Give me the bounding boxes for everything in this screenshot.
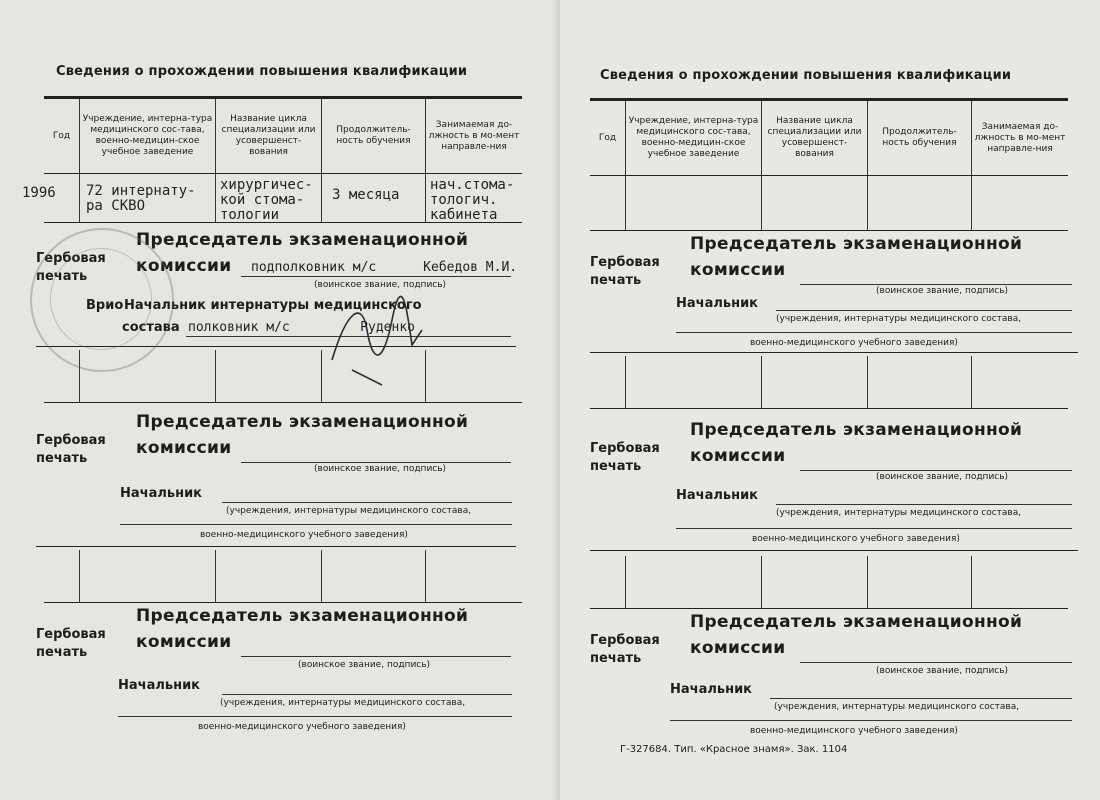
table-header	[590, 98, 1068, 176]
entry-cycle: хирургичес- кой стома- тологии	[220, 177, 313, 223]
chief-caption-2: военно-медицинского учебного заведения)	[750, 338, 958, 348]
rank-caption: (воинское звание, подпись)	[876, 472, 1009, 482]
stamp-label: Гербовая печать	[590, 255, 660, 288]
chief-name: полковник м/с Руденко	[188, 320, 415, 335]
signature-scribble-icon	[322, 290, 432, 390]
chief-label: Начальник	[118, 678, 201, 693]
rank-caption: (воинское звание, подпись)	[876, 666, 1009, 676]
stamp-label: Гербовая печать	[590, 441, 660, 474]
chief-label: Начальник интернатуры медицинского	[124, 298, 422, 313]
col-duration: Продолжитель-ность обучения	[322, 99, 426, 173]
table-row	[590, 556, 1068, 609]
chair-title-2: комиссии	[690, 260, 786, 280]
col-position: Занимаемая до-лжность в мо-мент направле-ния	[428, 119, 520, 152]
table-row	[590, 172, 1068, 231]
rank-caption: (воинское звание, подпись)	[314, 280, 447, 290]
chair-title-2: комиссии	[690, 446, 786, 466]
round-seal-icon	[30, 228, 174, 372]
rank-caption: (воинское звание, подпись)	[876, 286, 1009, 296]
chair-title: Председатель экзаменационной	[136, 412, 469, 432]
signature-block	[36, 412, 526, 562]
chair-title: Председатель экзаменационной	[690, 612, 1023, 632]
signature-block	[590, 420, 1080, 570]
chief-caption-2: военно-медицинского учебного заведения)	[752, 534, 960, 544]
entry-year: 1996	[22, 185, 56, 201]
chief-label: Начальник	[120, 486, 203, 501]
chair-title-2: комиссии	[136, 632, 232, 652]
chair-title: Председатель экзаменационной	[690, 420, 1023, 440]
chief-label: Начальник	[676, 296, 759, 311]
chair-title-2: комиссии	[690, 638, 786, 658]
chief-caption-2: военно-медицинского учебного заведения)	[200, 530, 408, 540]
chief-label-2: состава	[122, 320, 180, 335]
col-cycle: Название цикла специализации или усовершенст-вования	[762, 101, 868, 175]
entry-position: нач.стома- тологич. кабинета	[430, 177, 515, 223]
stamp-label: Гербовая печать	[590, 633, 660, 666]
chief-caption: (учреждения, интернатуры медицинского состава,	[226, 506, 472, 516]
chair-title-2: комиссии	[136, 438, 232, 458]
chair-title-2: комиссии	[136, 256, 232, 276]
chief-caption: (учреждения, интернатуры медицинского состава,	[220, 698, 466, 708]
chair-title: Председатель экзаменационной	[136, 230, 469, 250]
col-position: Занимаемая до-лжность в мо-мент направле-ния	[974, 121, 1066, 154]
page-title: Сведения о прохождении повышения квалификации	[56, 64, 468, 79]
entry-duration: 3 месяца	[332, 187, 400, 203]
table-row	[22, 170, 522, 223]
chief-caption-2: военно-медицинского учебного заведения)	[750, 726, 958, 736]
col-institution: Учреждение, интерна-тура медицинского сос-тава, военно-медицин-ское учебное заведение	[80, 99, 216, 173]
signature-block	[590, 612, 1080, 762]
col-cycle: Название цикла специализации или усовершенст-вования	[216, 99, 322, 173]
chief-label: Начальник	[676, 488, 759, 503]
signature-block	[36, 606, 526, 756]
chief-caption: (учреждения, интернатуры медицинского состава,	[774, 702, 1020, 712]
rank-caption: (воинское звание, подпись)	[298, 660, 431, 670]
chair-name: подполковник м/с Кебедов М.И.	[251, 260, 518, 275]
table-header	[44, 96, 522, 174]
table-row	[44, 550, 522, 603]
stamp-label: Гербовая печать	[36, 251, 106, 284]
chair-title: Председатель экзаменационной	[690, 234, 1023, 254]
chief-label: Начальник	[670, 682, 753, 697]
chief-caption-2: военно-медицинского учебного заведения)	[198, 722, 406, 732]
page-title: Сведения о прохождении повышения квалификации	[600, 68, 1012, 83]
chair-title: Председатель экзаменационной	[136, 606, 469, 626]
col-year: Год	[590, 101, 626, 175]
chief-caption: (учреждения, интернатуры медицинского состава,	[776, 508, 1022, 518]
col-institution: Учреждение, интерна-тура медицинского сос-тава, военно-медицин-ское учебное заведение	[626, 101, 762, 175]
table-row	[590, 356, 1068, 409]
col-duration: Продолжитель-ность обучения	[868, 101, 972, 175]
print-footer: Г-327684. Тип. «Красное знамя». Зак. 1104	[620, 744, 848, 755]
right-page	[560, 0, 1100, 800]
stamp-label: Гербовая печать	[36, 627, 106, 660]
col-year: Год	[44, 99, 80, 173]
stamp-label: Гербовая печать	[36, 433, 106, 466]
chief-caption: (учреждения, интернатуры медицинского состава,	[776, 314, 1022, 324]
rank-caption: (воинское звание, подпись)	[314, 464, 447, 474]
entry-institution: 72 интернату- ра СКВО	[86, 183, 196, 214]
chief-prefix: Врио	[86, 298, 124, 313]
